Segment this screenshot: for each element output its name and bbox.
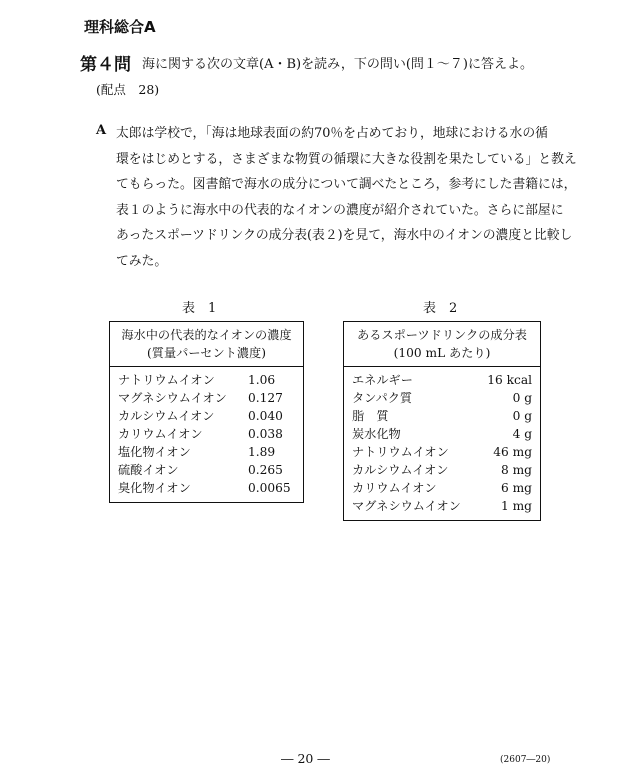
component-amount: 46 mg <box>493 445 532 459</box>
table1-header-unit: (質量パーセント濃度) <box>147 346 266 360</box>
table-row <box>344 425 541 443</box>
component-amount: 8 mg <box>501 463 532 477</box>
table-row <box>110 461 304 479</box>
table-row <box>110 425 304 443</box>
table1-header-title: 海水中の代表的なイオンの濃度 <box>121 328 292 342</box>
table-row <box>344 443 541 461</box>
table2-header <box>344 322 541 367</box>
table1-caption: 表 1 <box>182 301 217 316</box>
question-instruction: 海に関する次の文章(A・B)を読み，下の問い(問１～７)に答えよ。 <box>142 57 534 72</box>
ion-concentration: 0.127 <box>248 391 283 405</box>
table-row <box>110 443 304 461</box>
ion-concentration: 0.265 <box>248 463 283 477</box>
paragraph-line: 太郎は学校で，「海は地球表面の約70％を占めており，地球における水の循 <box>116 126 548 141</box>
points-allocation: (配点 28) <box>96 82 160 97</box>
component-amount: 4 g <box>512 427 532 441</box>
paragraph-line: 表１のように海水中の代表的なイオンの濃度が紹介されていた。さらに部屋に <box>116 202 564 218</box>
table-row <box>110 389 304 407</box>
ion-concentration: 1.06 <box>248 373 276 387</box>
ion-name: カルシウムイオン <box>118 409 215 423</box>
section-a-label: A <box>96 123 107 138</box>
component-name: ナトリウムイオン <box>352 445 449 459</box>
ion-name: マグネシウムイオン <box>118 391 227 405</box>
table-row <box>344 407 541 425</box>
ion-name: カリウムイオン <box>118 427 203 441</box>
table-row <box>110 479 304 503</box>
table-row <box>344 479 541 497</box>
table-row <box>110 407 304 425</box>
ion-name: 硫酸イオン <box>118 463 179 477</box>
document-code: (2607―20) <box>500 755 551 765</box>
component-name: マグネシウムイオン <box>352 499 461 513</box>
table1-header <box>110 322 304 367</box>
page-number: ― 20 ― <box>281 751 330 766</box>
component-name: カリウムイオン <box>352 481 437 495</box>
table2-sports-drink <box>343 321 541 521</box>
table-row <box>344 389 541 407</box>
paragraph-line: 環をはじめとする，さまざまな物質の循環に大きな役割を果たしている」と教え <box>116 151 577 167</box>
ion-concentration: 0.038 <box>248 427 283 441</box>
table2-header-title: あるスポーツドリンクの成分表 <box>357 328 527 342</box>
component-amount: 6 mg <box>501 481 532 495</box>
table2-header-unit: (100 mL あたり) <box>393 346 491 360</box>
question-number: 第４問 <box>80 55 131 75</box>
ion-name: 臭化物イオン <box>118 481 191 495</box>
paragraph-line: てもらった。図書館で海水の成分について調べたところ，参考にした書籍には， <box>116 177 577 193</box>
component-name: エネルギー <box>352 373 413 387</box>
ion-name: 塩化物イオン <box>118 445 191 459</box>
ion-concentration: 1.89 <box>248 445 276 459</box>
table-row <box>344 497 541 521</box>
ion-concentration: 0.040 <box>248 409 283 423</box>
table-row <box>110 367 304 390</box>
component-amount: 16 kcal <box>487 373 532 387</box>
component-amount: 0 g <box>512 409 532 423</box>
table-row <box>344 461 541 479</box>
component-amount: 1 mg <box>501 499 532 513</box>
table2-caption: 表 2 <box>423 301 458 316</box>
component-name: 脂 質 <box>352 409 389 423</box>
component-amount: 0 g <box>512 391 532 405</box>
paragraph-line: あったスポーツドリンクの成分表(表２)を見て，海水中のイオンの濃度と比較し <box>116 228 573 244</box>
component-name: カルシウムイオン <box>352 463 449 477</box>
component-name: タンパク質 <box>352 391 413 405</box>
paragraph-line: てみた。 <box>116 253 168 269</box>
table-row <box>344 367 541 390</box>
ion-concentration: 0.0065 <box>248 481 291 495</box>
table1-seawater-ions <box>109 321 304 503</box>
ion-name: ナトリウムイオン <box>118 373 215 387</box>
subject-heading: 理科総合A <box>84 18 156 36</box>
component-name: 炭水化物 <box>352 427 401 441</box>
section-a-paragraph <box>116 121 577 275</box>
